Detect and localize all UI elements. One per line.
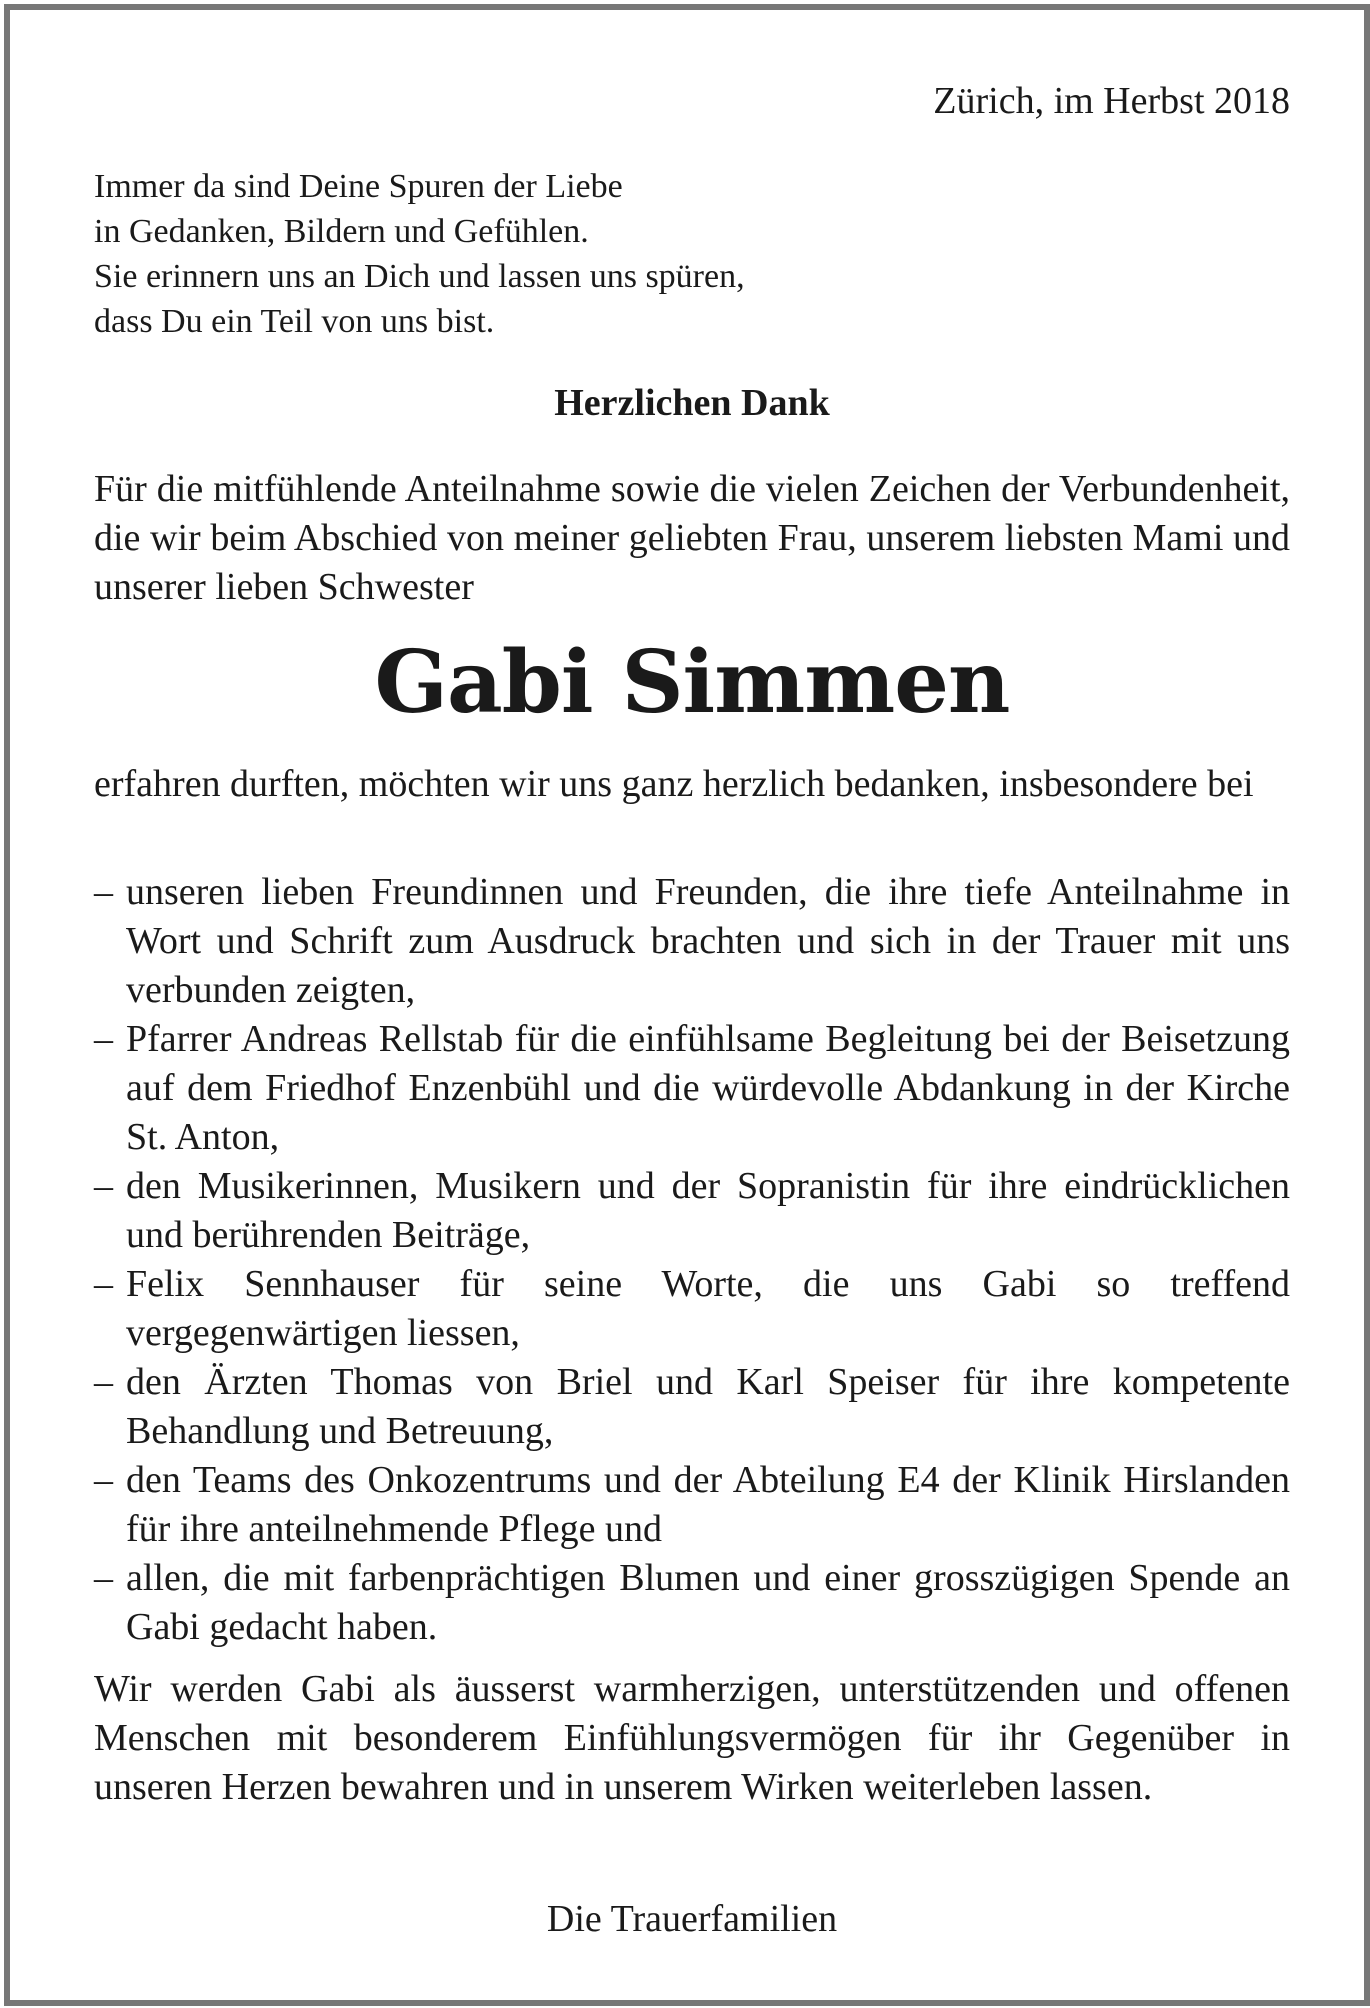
list-item <box>94 1456 1290 1554</box>
signature: Die Trauerfamilien <box>546 1898 838 1940</box>
deceased-name: Gabi Simmen <box>374 632 1010 733</box>
list-item-text: Felix Sennhauser für seine Worte, die uns Gabi so treffend vergegenwärtigen liessen, <box>126 1263 1290 1354</box>
poem-line: in Gedanken, Bildern und Gefühlen. <box>94 213 589 250</box>
intro-paragraph: Für die mitfühlende Anteilnahme sowie die vielen Zeichen der Verbundenheit, die wir beim Abschied von meiner geliebten Frau, unserem liebsten Mami und unserer lieben Schwester <box>94 468 1290 608</box>
list-item <box>94 1358 1290 1456</box>
notice-frame <box>4 4 1370 2006</box>
list-item-text: den Ärzten Thomas von Briel und Karl Speiser für ihre kompetente Behandlung und Betreuung, <box>126 1361 1290 1452</box>
dash-marker: – <box>94 1018 113 1060</box>
dash-marker: – <box>94 1263 113 1305</box>
thanks-list <box>94 868 1290 1652</box>
dash-marker: – <box>94 1557 113 1599</box>
closing-paragraph: Wir werden Gabi als äusserst warmherzigen, unterstützenden und offenen Menschen mit besonderem Einfühlungsvermögen für ihr Gegenüber in unseren Herzen bewahren und in unserem Wirken weiterleben lassen. <box>94 1668 1290 1808</box>
thanks-intro-paragraph: erfahren durften, möchten wir uns ganz herzlich bedanken, insbesondere bei <box>94 763 1254 805</box>
dash-marker: – <box>94 1361 113 1403</box>
list-item <box>94 1015 1290 1162</box>
list-item-text: den Musikerinnen, Musikern und der Sopranistin für ihre eindrücklichen und berührenden Beiträge, <box>126 1165 1290 1256</box>
dash-marker: – <box>94 1459 113 1501</box>
list-item-text: Pfarrer Andreas Rellstab für die einfühlsame Begleitung bei der Beisetzung auf dem Friedhof Enzenbühl und die würdevolle Abdankung in der Kirche St. Anton, <box>126 1018 1290 1158</box>
poem-line: dass Du ein Teil von uns bist. <box>94 303 495 340</box>
poem <box>94 164 745 344</box>
dash-marker: – <box>94 1165 113 1207</box>
poem-line: Immer da sind Deine Spuren der Liebe <box>94 168 623 205</box>
list-item-text: den Teams des Onkozentrums und der Abteilung E4 der Klinik Hirslanden für ihre anteilnehmende Pflege und <box>126 1459 1290 1550</box>
list-item-text: unseren lieben Freundinnen und Freunden, die ihre tiefe Anteilnahme in Wort und Schrift zum Ausdruck brachten und sich in der Trauer mit uns verbunden zeigten, <box>126 871 1290 1011</box>
poem-line: Sie erinnern uns an Dich und lassen uns spüren, <box>94 258 745 295</box>
list-item-text: allen, die mit farbenprächtigen Blumen und einer grosszügigen Spende an Gabi gedacht haben. <box>126 1557 1290 1648</box>
list-item <box>94 1260 1290 1358</box>
date-line: Zürich, im Herbst 2018 <box>933 80 1290 122</box>
list-item <box>94 868 1290 1015</box>
heading: Herzlichen Dank <box>554 382 830 424</box>
dash-marker: – <box>94 871 113 913</box>
list-item <box>94 1554 1290 1652</box>
list-item <box>94 1162 1290 1260</box>
